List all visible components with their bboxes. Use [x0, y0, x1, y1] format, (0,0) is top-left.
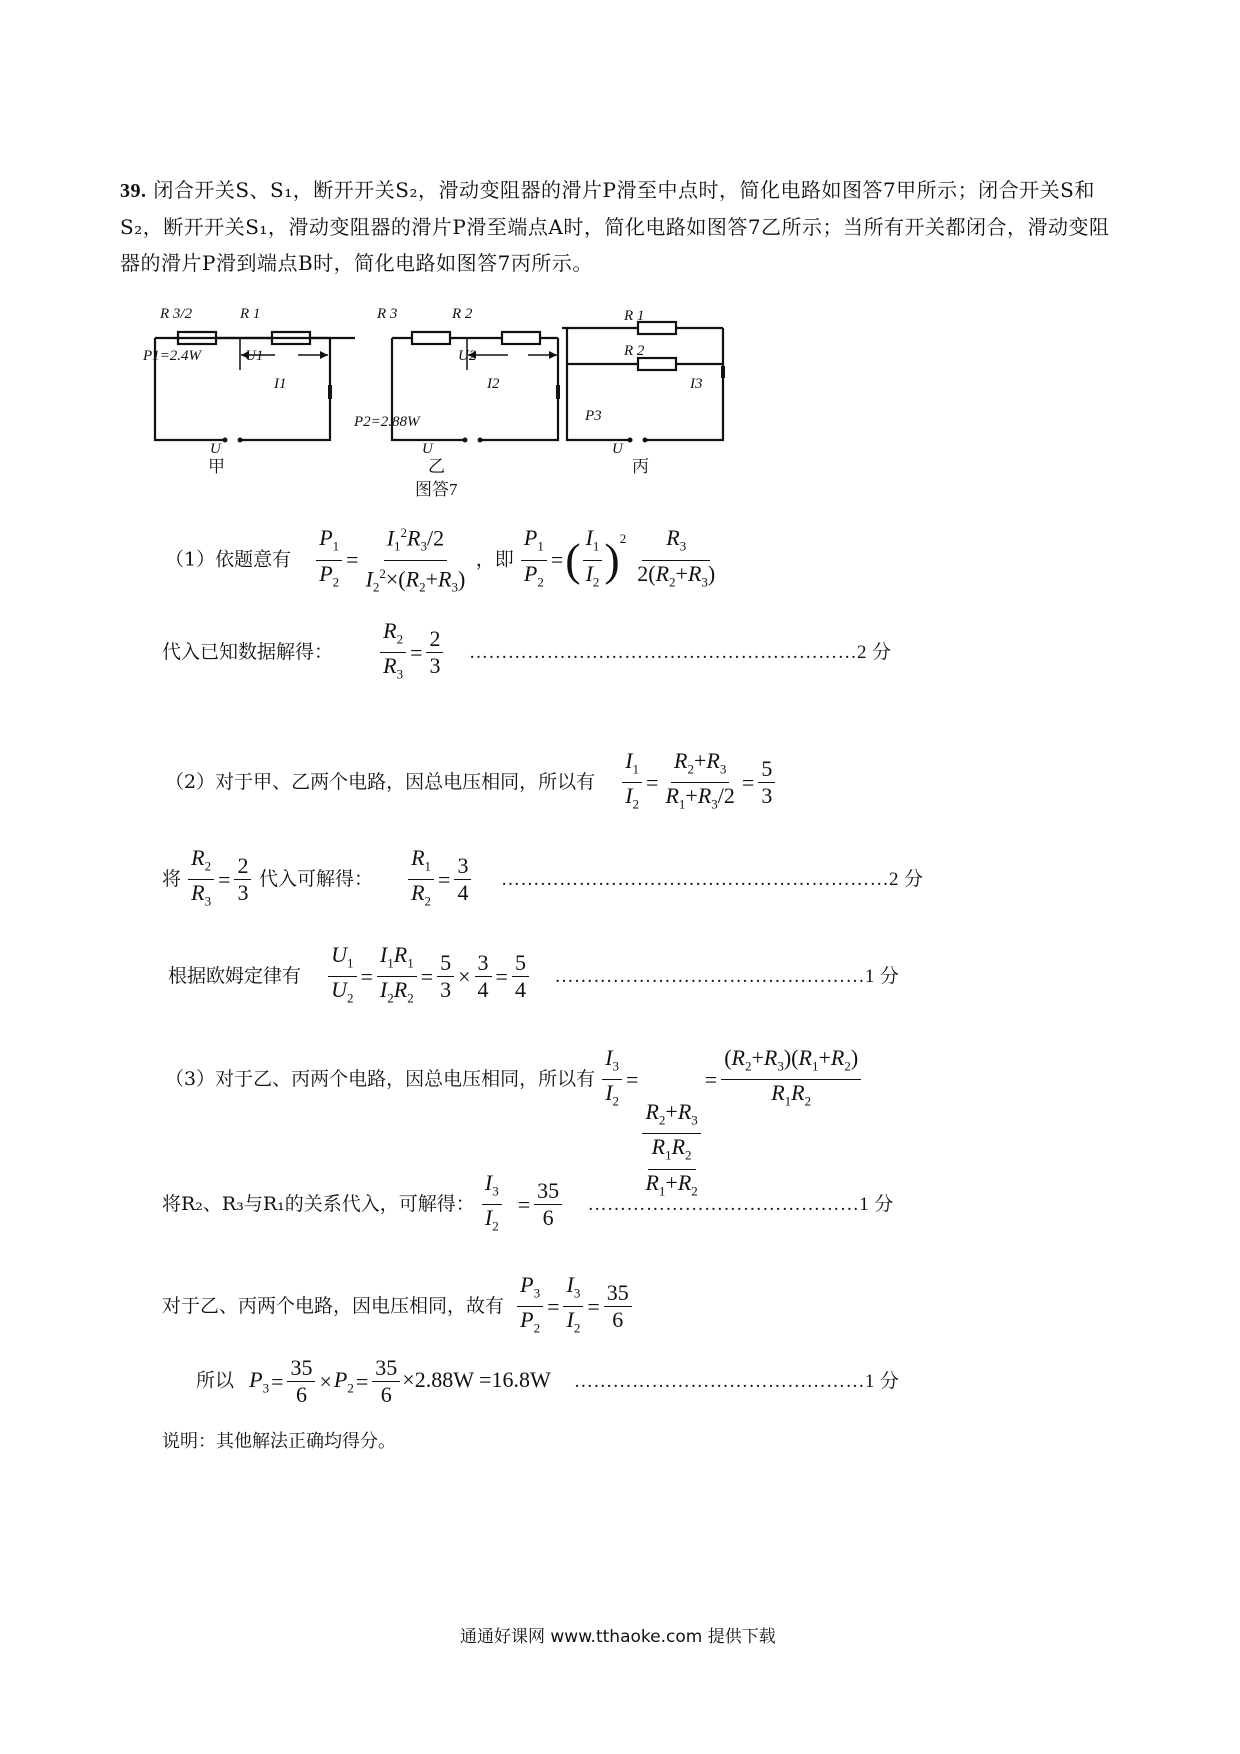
step2-intro: 代入已知数据解得： — [162, 640, 334, 663]
p1-label: P1=2.4W — [143, 348, 202, 364]
r2-label-yi: R 2 — [452, 306, 473, 322]
step9-intro: 所以 — [196, 1369, 235, 1392]
step4-score: ……………………………………………………2 分 — [500, 868, 924, 890]
step7-score: ……………………………………1 分 — [587, 1193, 894, 1215]
part1-intro: （1）依题意有 — [165, 548, 292, 571]
r3-label-yi: R 3 — [377, 306, 398, 322]
question-number: 39. — [120, 180, 147, 202]
u-label-yi: U — [422, 441, 433, 457]
r3-half-label: R 3/2 — [160, 306, 193, 322]
p3-label: P3 — [585, 408, 602, 424]
step5-score: …………………………………………1 分 — [554, 965, 900, 987]
figure-caption: 图答7 — [415, 480, 458, 499]
r1-label-jia: R 1 — [240, 306, 261, 322]
step9-result: ×2.88W =16.8W — [402, 1366, 551, 1392]
step2-line: 代入已知数据解得： $\frac{R_2}{R_3}$ = $\frac{2}{3}$ ……………………………………………………2 分 — [162, 618, 892, 682]
part2-line: （2）对于甲、乙两个电路，因总电压相同，所以有 $\frac{I_1}{I_2}$ = $\frac{R_2+R_3}{R_1+R_3/2}$ = $\frac{5}{3}$ — [165, 748, 777, 818]
part3-line: （3）对于乙、丙两个电路，因总电压相同，所以有 $\frac{I_3}{I_2}$ = $R_2+R_3$ $R_1R_2$ $R_1+R_2$ = $\frac{(R_2+R_3)(R_1+R_2)}{R_1R_2}$ — [165, 1045, 863, 1204]
question-paragraph — [120, 172, 1130, 281]
u1-label: U1 — [245, 348, 264, 364]
u-label-bing: U — [612, 441, 623, 457]
step4-mid: 代入可解得： — [258, 867, 373, 890]
question-text: 闭合开关S、S₁，断开开关S₂，滑动变阻器的滑片P滑至中点时，简化电路如图答7甲所示；闭合开关S和S₂，断开开关S₁，滑动变阻器的滑片P滑至端点A时，简化电路如图答7乙所示；当所有开关都闭合，滑动变阻器的滑片P滑到端点B时，简化电路如图答7丙所示。 — [120, 178, 1110, 275]
footer: 通通好课网 www.tthaoke.com 提供下载 — [460, 1627, 776, 1647]
step4-prefix: 将 — [162, 867, 182, 890]
i1-label: I1 — [274, 376, 287, 392]
p2-label: P2=2.88W — [354, 414, 420, 430]
i2-label: I2 — [487, 376, 500, 392]
step2-score: ……………………………………………………2 分 — [468, 641, 892, 663]
r2-label-bing: R 2 — [624, 343, 645, 359]
u2-label: U2 — [458, 348, 477, 364]
note: 说明：其他解法正确均得分。 — [162, 1431, 396, 1452]
step7-intro: 将R₂、R₃与R₁的关系代入，可解得： — [162, 1192, 475, 1215]
step9-line: 所以 $P_3=$ $\frac{35}{6}$ $\times P_2=$ $\frac{35}{6}$ ×2.88W =16.8W ………………………………………1 分 — [196, 1355, 900, 1407]
u-label-jia: U — [210, 441, 221, 457]
part2-intro: （2）对于甲、乙两个电路，因总电压相同，所以有 — [165, 770, 596, 793]
step5-line: 根据欧姆定律有 $\frac{U_1}{U_2}$ = $\frac{I_1R_1}{I_2R_2}$ = $\frac{5}{3}$ × $\frac{3}{4}$ = $\frac{5}{4}$ …………………………………………1 分 — [168, 942, 900, 1006]
circuit-figure — [140, 300, 820, 500]
i3-label: I3 — [690, 376, 703, 392]
step4-line: 将 $\frac{R_2}{R_3}$ = $\frac{2}{3}$ 代入可解得： $\frac{R_1}{R_2}$ = $\frac{3}{4}$ ……………………………………………………2 分 — [162, 845, 924, 909]
step8-intro: 对于乙、丙两个电路，因电压相同，故有 — [162, 1294, 505, 1317]
part3-intro: （3）对于乙、丙两个电路，因总电压相同，所以有 — [165, 1067, 596, 1090]
r1-label-bing: R 1 — [624, 308, 645, 324]
label-yi: 乙 — [428, 457, 445, 476]
part1-line: （1）依题意有 $\frac{P_1}{P_2}$ = $\frac{I_1^2R_3/2}{I_2^2\times(R_2+R_3)}$ ，即 $\frac{P_1}{P_2}$ =( $\frac{I_1}{I_2}$ )$^2$ $\frac{R_3}{2(R_2+R_3)}$ — [165, 520, 720, 600]
step7-line: 将R₂、R₃与R₁的关系代入，可解得： $\frac{I_3}{I_2}$ = $\frac{35}{6}$ ……………………………………1 分 — [162, 1170, 894, 1234]
label-jia: 甲 — [208, 457, 225, 476]
step8-line: 对于乙、丙两个电路，因电压相同，故有 $\frac{P_3}{P_2}$ = $\frac{I_3}{I_2}$ = $\frac{35}{6}$ — [162, 1272, 634, 1342]
part1-mid: ，即 — [475, 548, 514, 571]
label-bing: 丙 — [632, 457, 649, 476]
step9-score: ………………………………………1 分 — [573, 1370, 900, 1392]
step5-intro: 根据欧姆定律有 — [168, 964, 302, 987]
